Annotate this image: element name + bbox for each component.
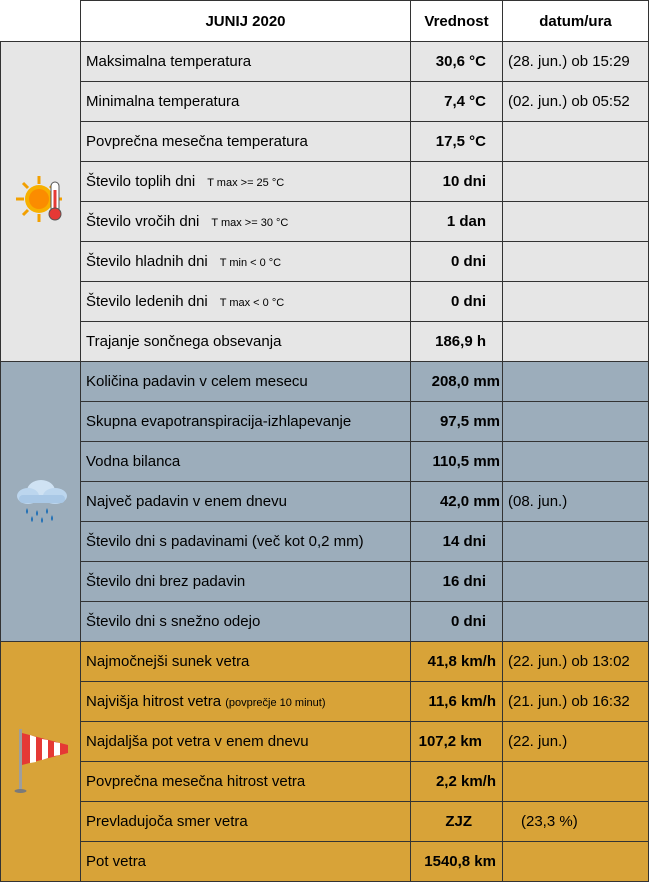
rain-row-name: Vodna bilanca — [81, 442, 411, 482]
temp-row-date — [503, 282, 649, 322]
wind-row-name: Najdaljša pot vetra v enem dnevu — [81, 722, 411, 762]
temp-row-name: Povprečna mesečna temperatura — [81, 122, 411, 162]
table-row — [1, 122, 649, 162]
rain-row-date — [503, 522, 649, 562]
wind-row-date — [503, 842, 649, 882]
temp-row-name: Maksimalna temperatura — [81, 42, 411, 82]
table-row — [1, 202, 649, 242]
rain-row-name: Število dni brez padavin — [81, 562, 411, 602]
temp-row-value: 10 dni — [411, 162, 503, 202]
table-row — [1, 642, 649, 682]
rain-row-value: 14 dni — [411, 522, 503, 562]
wind-row-value: 1540,8 km — [411, 842, 503, 882]
temp-row-condition: T max >= 25 °C — [207, 177, 285, 189]
wind-row-value: ZJZ — [411, 802, 503, 842]
header-row — [1, 1, 649, 42]
temp-row-condition: T min < 0 °C — [219, 257, 282, 269]
temp-row-value: 17,5 °C — [411, 122, 503, 162]
wind-row-value: 41,8 km/h — [411, 642, 503, 682]
rain-row-date — [503, 442, 649, 482]
temp-row-value: 1 dan — [411, 202, 503, 242]
rain-row-value: 0 dni — [411, 602, 503, 642]
temp-row-value: 0 dni — [411, 282, 503, 322]
rain-row-date: (08. jun.) — [503, 482, 649, 522]
temp-row-value: 186,9 h — [411, 322, 503, 362]
rain-cloud-icon — [11, 475, 71, 529]
table-row — [1, 562, 649, 602]
wind-row-date: (23,3 %) — [503, 802, 649, 842]
temp-row-date — [503, 322, 649, 362]
table-row — [1, 762, 649, 802]
temp-row-value: 7,4 °C — [411, 82, 503, 122]
table-row — [1, 682, 649, 722]
temp-row-date — [503, 162, 649, 202]
temp-row-date: (28. jun.) ob 15:29 — [503, 42, 649, 82]
table-row — [1, 402, 649, 442]
wind-section-cell — [1, 642, 81, 882]
temp-row-name: Število hladnih dni T min < 0 °C — [81, 242, 411, 282]
temp-row-condition: T max < 0 °C — [219, 297, 285, 309]
temp-row-value: 0 dni — [411, 242, 503, 282]
wind-row-name: Pot vetra — [81, 842, 411, 882]
table-row — [1, 602, 649, 642]
rain-row-name: Skupna evapotranspiracija-izhlapevanje — [81, 402, 411, 442]
rain-row-value: 16 dni — [411, 562, 503, 602]
wind-row-date: (22. jun.) ob 13:02 — [503, 642, 649, 682]
table-row — [1, 482, 649, 522]
wind-row-name: Najmočnejši sunek vetra — [81, 642, 411, 682]
wind-row-date: (21. jun.) ob 16:32 — [503, 682, 649, 722]
temp-row-date — [503, 202, 649, 242]
value-column-header: Vrednost — [411, 1, 503, 42]
table-row — [1, 282, 649, 322]
table-row — [1, 442, 649, 482]
rain-row-value: 42,0 mm — [411, 482, 503, 522]
temp-row-date: (02. jun.) ob 05:52 — [503, 82, 649, 122]
temp-row-value: 30,6 °C — [411, 42, 503, 82]
temp-row-name: Minimalna temperatura — [81, 82, 411, 122]
wind-row-value: 2,2 km/h — [411, 762, 503, 802]
table-row — [1, 362, 649, 402]
rain-row-name: Število dni s snežno odejo — [81, 602, 411, 642]
rain-row-date — [503, 402, 649, 442]
rain-row-value: 208,0 mm — [411, 362, 503, 402]
wind-row-date: (22. jun.) — [503, 722, 649, 762]
corner-cell — [1, 1, 81, 42]
rain-row-name: Število dni s padavinami (več kot 0,2 mm) — [81, 522, 411, 562]
wind-row-name: Najvišja hitrost vetra (povprečje 10 minut) — [81, 682, 411, 722]
table-row — [1, 802, 649, 842]
wind-row-value: 107,2 km — [411, 722, 503, 762]
table-row — [1, 162, 649, 202]
table-row — [1, 722, 649, 762]
temp-row-name: Trajanje sončnega obsevanja — [81, 322, 411, 362]
rain-row-date — [503, 562, 649, 602]
temp-row-name: Število vročih dni T max >= 30 °C — [81, 202, 411, 242]
temp-row-name: Število ledenih dni T max < 0 °C — [81, 282, 411, 322]
date-column-header: datum/ura — [503, 1, 649, 42]
wind-row-value: 11,6 km/h — [411, 682, 503, 722]
month-header: JUNIJ 2020 — [81, 1, 411, 42]
rain-row-name: Največ padavin v enem dnevu — [81, 482, 411, 522]
rain-row-value: 97,5 mm — [411, 402, 503, 442]
sun-thermometer-icon — [13, 172, 69, 232]
temp-row-name: Število toplih dni T max >= 25 °C — [81, 162, 411, 202]
temp-row-condition: T max >= 30 °C — [211, 217, 289, 229]
table-row — [1, 82, 649, 122]
table-row — [1, 42, 649, 82]
rain-row-date — [503, 362, 649, 402]
windsock-icon — [10, 725, 72, 799]
temperature-section-cell — [1, 42, 81, 362]
wind-row-name: Povprečna mesečna hitrost vetra — [81, 762, 411, 802]
rain-row-name: Količina padavin v celem mesecu — [81, 362, 411, 402]
temp-row-date — [503, 242, 649, 282]
wind-row-note: (povprečje 10 minut) — [225, 697, 326, 709]
rain-row-value: 110,5 mm — [411, 442, 503, 482]
temp-row-date — [503, 122, 649, 162]
wind-row-date — [503, 762, 649, 802]
rain-row-date — [503, 602, 649, 642]
table-row — [1, 842, 649, 882]
precipitation-section-cell — [1, 362, 81, 642]
table-row — [1, 242, 649, 282]
table-row — [1, 522, 649, 562]
wind-row-name: Prevladujoča smer vetra — [81, 802, 411, 842]
table-row — [1, 322, 649, 362]
